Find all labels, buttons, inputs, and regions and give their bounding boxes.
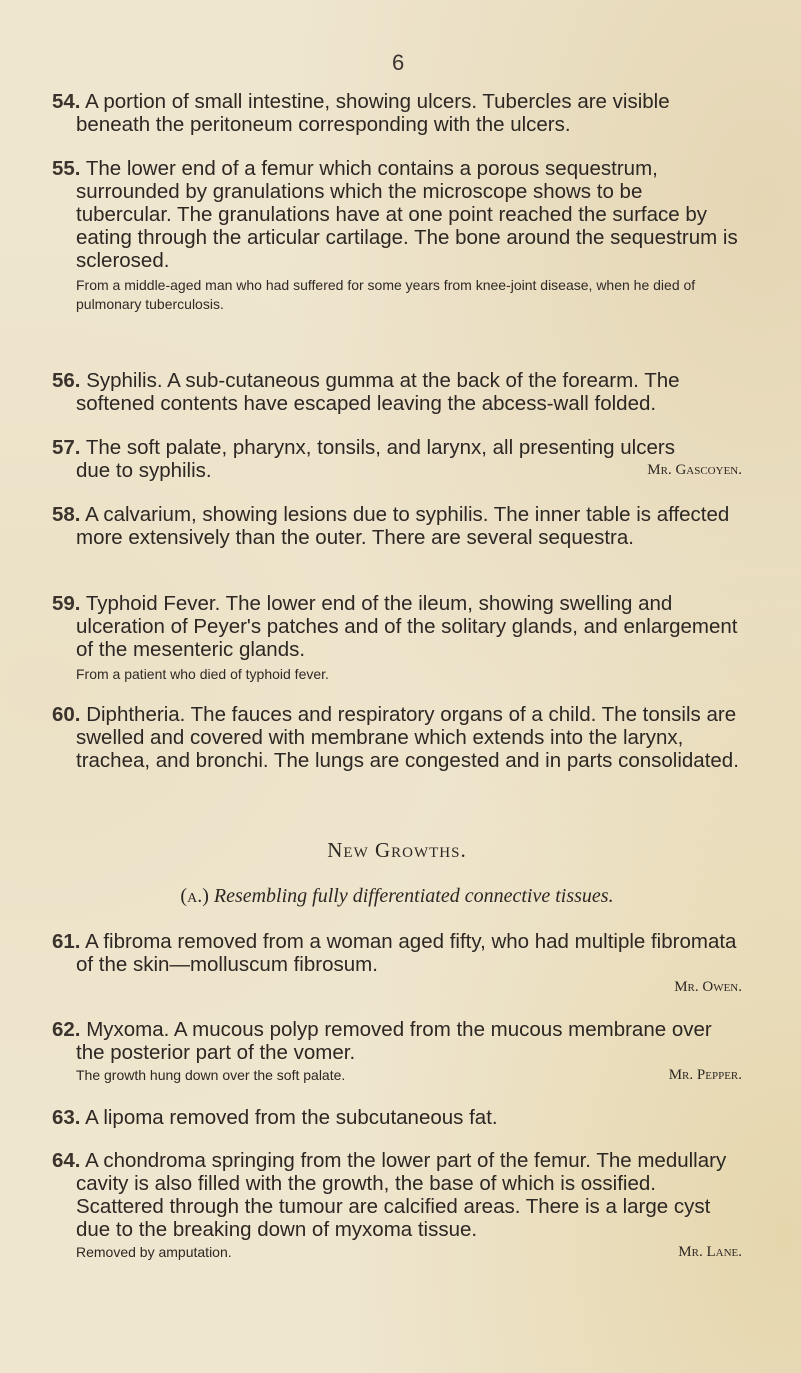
entry-60 [52, 703, 742, 772]
entry-54 [52, 90, 742, 136]
entry-text: The soft palate, pharynx, tonsils, and larynx, all presenting ulcers [85, 436, 675, 459]
entry-58 [52, 503, 742, 549]
entry-body [52, 90, 742, 136]
entry-number: 61. [52, 930, 81, 953]
attribution: Mr. Gascoyen. [647, 462, 742, 478]
entry-number: 58. [52, 503, 81, 526]
entry-number: 62. [52, 1018, 81, 1041]
entry-text: The lower end of a femur which contains a porous sequestrum, surrounded by granulations which the microscope shows to be tubercular. The granulations have at one point reached the surface by eating through the articular cartilage. The bone around the sequestrum is sclerosed. [76, 157, 738, 272]
entry-note: The growth hung down over the soft palate. [76, 1067, 346, 1083]
entry-number: 63. [52, 1106, 81, 1129]
entry-note: From a patient who died of typhoid fever. [76, 666, 329, 682]
entry-62-note-row [52, 1066, 742, 1085]
entry-number: 60. [52, 703, 81, 726]
subsection-text: Resembling fully differentiated connective tissues. [213, 885, 614, 907]
entry-text: Syphilis. A sub-cutaneous gumma at the back of the forearm. The softened contents have escaped leaving the abcess-wall folded. [76, 369, 680, 415]
entry-56 [52, 369, 742, 415]
page-number: 6 [392, 50, 405, 75]
entry-number: 59. [52, 592, 81, 615]
entry-body [52, 157, 742, 272]
entry-59 [52, 592, 742, 684]
attribution: Mr. Owen. [674, 979, 742, 995]
entry-62 [52, 1018, 742, 1085]
entry-text: A portion of small intestine, showing ulcers. Tubercles are visible beneath the peritoneum corresponding with the ulcers. [76, 90, 670, 136]
entry-text: A chondroma springing from the lower part of the femur. The medullary cavity is also filled with the growth, the base of which is ossified. Scattered through the tumour are calcified areas. There is a large cyst due to the breaking down of myxoma tissue. [76, 1149, 727, 1241]
entry-number: 55. [52, 157, 81, 180]
entry-63 [52, 1106, 742, 1129]
subsection-label: (a.) [180, 885, 209, 907]
entry-body [52, 369, 742, 415]
entry-note: Removed by amputation. [76, 1244, 232, 1260]
entry-note: From a middle-aged man who had suffered for some years from knee-joint disease, when he died of pulmonary tuberculosis. [76, 277, 696, 312]
entry-body [52, 503, 742, 549]
attribution: Mr. Pepper. [668, 1067, 742, 1083]
entry-text-continued: due to syphilis. [76, 459, 212, 482]
entry-text: A lipoma removed from the subcutaneous fat. [85, 1106, 498, 1129]
entry-text: A calvarium, showing lesions due to syphilis. The inner table is affected more extensively than the outer. There are several sequestra. [76, 503, 730, 549]
entry-text: Diphtheria. The fauces and respiratory organs of a child. The tonsils are swelled and covered with membrane which extends into the larynx, trachea, and bronchi. The lungs are congested and in parts consolidated. [76, 703, 739, 772]
entry-number: 64. [52, 1149, 81, 1172]
entry-number: 57. [52, 436, 81, 459]
entry-55 [52, 157, 742, 314]
entry-text: Typhoid Fever. The lower end of the ileum, showing swelling and ulceration of Peyer's patches and of the solitary glands, and enlargement of the mesenteric glands. [76, 592, 738, 661]
subsection-title [52, 885, 742, 908]
entry-body [52, 1018, 742, 1064]
entry-57 [52, 436, 742, 482]
entry-text: Myxoma. A mucous polyp removed from the mucous membrane over the posterior part of the vomer. [76, 1018, 712, 1064]
entry-57-line2 [52, 459, 742, 482]
entry-body [52, 592, 742, 661]
entry-body [52, 703, 742, 772]
entry-64 [52, 1149, 742, 1262]
entry-61 [52, 930, 742, 999]
entry-text: A fibroma removed from a woman aged fifty, who had multiple fibromata of the skin—molluscum fibrosum. [76, 930, 737, 976]
section-title: New Growths. [327, 838, 467, 862]
attribution: Mr. Lane. [678, 1244, 742, 1260]
entry-body [52, 1149, 742, 1241]
entry-number: 56. [52, 369, 81, 392]
entry-body [52, 930, 742, 976]
entry-64-note-row [52, 1243, 742, 1262]
entry-body [52, 436, 742, 459]
entry-body [52, 1106, 742, 1129]
entry-number: 54. [52, 90, 81, 113]
